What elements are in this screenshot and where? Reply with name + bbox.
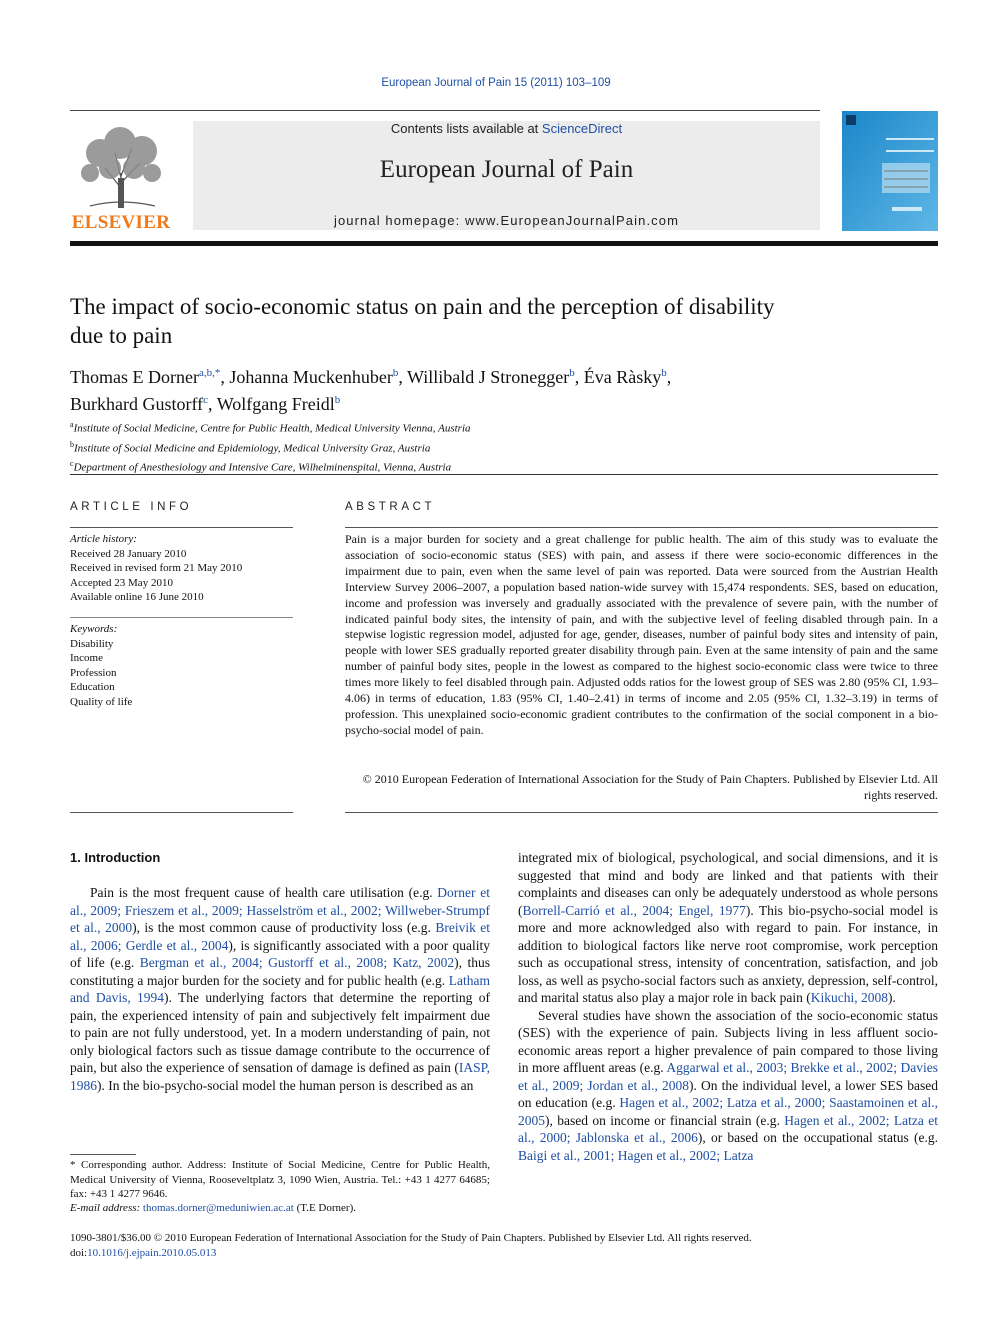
abstract-copyright: © 2010 European Federation of International Association for the Study of Pain Chapters. Published by Elsevier Ltd. All rights reserved. [362, 772, 938, 802]
author: Johanna Muckenhuber [229, 367, 393, 387]
article-title-line1: The impact of socio-economic status on pain and the perception of disability [70, 294, 775, 319]
article-info-heading: ARTICLE INFO [70, 501, 193, 513]
article-title [70, 292, 930, 350]
citation-link[interactable]: Latham and Davis, 1994 [70, 972, 490, 1005]
email-footnote: E-mail address: thomas.dorner@meduniwien.ac.at (T.E Dorner). [70, 1202, 356, 1214]
body-text: ), based on income or financial strain (e.g. [545, 1112, 785, 1128]
header-rule [70, 110, 820, 111]
abstract-heading: ABSTRACT [345, 501, 436, 513]
footnote-rule [70, 1154, 136, 1155]
body-text: integrated mix of biological, psychological, and social dimensions, and it is suggested that mind and body are linked and that patients with their complaints and diseases can only be adequately understood as whole persons ( [518, 850, 938, 918]
article-info-rule [70, 527, 293, 528]
introduction-heading: 1. Introduction [70, 850, 161, 865]
keyword: Disability [70, 637, 114, 650]
citation-link[interactable]: Breivik et al., 2006; Gerdle et al., 2004 [70, 920, 490, 953]
corresponding-author-footnote: * Corresponding author. Address: Institute of Social Medicine, Centre for Public Health, Medical University of Vienna, Rooseveltplatz 3, 1090 Wien, Austria. Tel.: +43 1 4277 64685; fax: +43 1 4277 9646. [70, 1159, 490, 1200]
intro-paragraph [518, 1007, 938, 1165]
journal-title: European Journal of Pain [379, 156, 634, 183]
body-text: ), is the most common cause of productivity loss (e.g. [132, 920, 436, 935]
keyword: Education [70, 681, 115, 693]
keyword: Income [70, 652, 103, 664]
article-info-bottom-rule [70, 812, 293, 813]
body-text: ). This bio-psycho-social model is more and more acknowledged also with regard to pain. For instance, in addition to biological factors like nerve root compromise, work perception such as occupational stress, intensity of concentration, satisfaction, and job loss, as well as psycho-social factors such as anxiety, depression, self-control, and marital status also play a major role in back pain ( [518, 902, 939, 1005]
article-history [70, 532, 293, 605]
citation-link[interactable]: IASP, 1986 [70, 1060, 490, 1093]
email-link[interactable]: thomas.dorner@meduniwien.ac.at [142, 1202, 294, 1214]
author-affil-marker[interactable]: b [334, 394, 341, 406]
history-item: Received 28 January 2010 [70, 547, 187, 560]
journal-cover-image [842, 111, 938, 231]
keywords-label: Keywords: [70, 623, 118, 635]
section-rule [70, 474, 938, 475]
author-affil-marker[interactable]: b [661, 367, 667, 379]
history-item: Accepted 23 May 2010 [70, 576, 173, 589]
masthead-rule [70, 241, 938, 246]
author: Willibald J Stronegger [407, 367, 570, 387]
article-title-line2: due to pain [70, 323, 173, 348]
citation-link[interactable]: Aggarwal et al., 2003; Brekke et al., 2002; Davies et al., 2009; Jordan et al., 2008 [518, 1060, 938, 1093]
citation-link[interactable]: Baigi et al., 2001; Hagen et al., 2002; Latza [518, 1147, 754, 1163]
intro-paragraph [518, 849, 938, 1007]
keyword: Profession [70, 666, 117, 679]
issn-line [70, 1231, 938, 1260]
elsevier-wordmark: ELSEVIER [71, 212, 171, 233]
body-text: ). In the bio-psycho-social model the human person is described as an [97, 1077, 474, 1093]
intro-column-left [70, 884, 490, 1094]
body-text: ), is significantly associated with a poor quality of life (e.g. [70, 937, 490, 970]
author-affil-marker[interactable]: a,b,* [198, 367, 221, 379]
intro-column-right [518, 849, 938, 1164]
keywords [70, 622, 293, 709]
sciencedirect-link[interactable]: ScienceDirect [541, 121, 623, 136]
keyword: Quality of life [70, 695, 133, 708]
affiliation: $^b$Institute of Social Medicine and Epidemiology, Medical University Graz, Austria [70, 439, 431, 455]
author: Thomas E Dorner [70, 367, 199, 387]
history-label: Article history: [70, 533, 137, 545]
history-item: Available online 16 June 2010 [70, 591, 204, 603]
body-text: ). [888, 990, 896, 1005]
citation-link[interactable]: Dorner et al., 2009; Frieszem et al., 2009; Hasselström et al., 2002; Willweber-Strumpf et al., 2000 [70, 885, 490, 935]
citation-link[interactable]: Borrell-Carrió et al., 2004; Engel, 1977 [522, 902, 746, 918]
author: Wolfgang Freidl [216, 394, 335, 414]
doi-link[interactable]: 10.1016/j.ejpain.2010.05.013 [87, 1246, 217, 1259]
body-text: ), or based on the occupational status (e.g. [697, 1130, 938, 1145]
affiliations [70, 417, 930, 476]
issn-copyright: 1090-3801/$36.00 © 2010 European Federation of International Association for the Study of Pain Chapters. Published by Elsevier Ltd. All rights reserved. [70, 1232, 752, 1244]
contents-prefix: Contents lists available at [390, 121, 542, 136]
author-affil-marker[interactable]: b [569, 367, 575, 379]
body-text: ). The underlying factors that determine the reporting of pain, the experienced intensity of pain and subjectively felt impairment due to pain are not fully understood, yet. In a modern understanding of pain, not only biological factors such as tissue damage contribute to the occurrence of pain, but also the experience of sensation of damage is defined as pain ( [70, 990, 490, 1075]
doi-line: doi:10.1016/j.ejpain.2010.05.013 [70, 1246, 217, 1259]
journal-homepage[interactable]: journal homepage: www.EuropeanJournalPain.com [333, 213, 680, 228]
abstract-text: Pain is a major burden for society and a great challenge for public health. The aim of this study was to evaluate the association of socio-economic status (SES) with pain, and assess if there were socio-economic differences in the impairment due to pain, even when the same level of pain was reported. Data were sourced from the Austrian Health Interview Survey 2006–2007, a population based nation-wide survey with 15,474 respondents. SES, based on education, income and profession was inversely and gradually associated with the prevalence of severe pain, with the number of indicated painful body sites, the intensity of pain, and with the subjective level of feeling disabled through pain. In a stepwise logistic regression model, adjusted for age, gender, diseases, number of painful body sites and intensity of pain, people with lower SES gradually reported greater disability through pain. Even at the same intensity of pain and the same number of painful body sites, people in the lowest as compared to the highest socio-economic class were twice to three times more likely to feel disabled through pain. Adjusted odds ratios for the lowest group of SES was 2.80 (95% CI, 1.93–4.06) in terms of education, 1.83 (95% CI, 1.40–2.41) in terms of income and 2.05 (95% CI, 1.32–3.19) in terms of profession. This unexplained socio-economic gradient contributes to the confirmation of the social component in a bio-psycho-social model of pain. [345, 532, 938, 737]
citation-link[interactable]: Kikuchi, 2008 [810, 990, 889, 1005]
history-item: Received in revised form 21 May 2010 [70, 562, 243, 574]
author-affil-marker[interactable]: b [392, 367, 399, 379]
body-text: ). On the individual level, a lower SES based on education (e.g. [518, 1077, 938, 1110]
author-affil-marker[interactable]: c [203, 394, 209, 406]
abstract-rule [345, 527, 938, 528]
affiliation: $^a$Institute of Social Medicine, Centre for Public Health, Medical University Vienna, Austria [70, 420, 471, 435]
contents-line [193, 121, 820, 136]
citation-link[interactable]: Hagen et al., 2002; Latza et al., 2000; Jablonska et al., 2006 [518, 1112, 939, 1145]
body-text: Pain is the most frequent cause of health care utilisation (e.g. [90, 885, 438, 900]
journal-citation[interactable]: European Journal of Pain 15 (2011) 103–109 [381, 77, 611, 89]
affiliation: $^c$Department of Anesthesiology and Intensive Care, Wilhelminenspital, Vienna, Austria [70, 459, 452, 474]
author-list: Thomas E Dorner$^{a,b,*}$, Johanna Muckenhuber$^b$, Willibald J Stronegger$^b$, Éva Ràsky$^b$, Burkhard Gustorff$^c$, Wolfgang Freidl$^b$ [70, 367, 672, 414]
abstract-bottom-rule [345, 812, 938, 813]
citation-link[interactable]: Bergman et al., 2004; Gustorff et al., 2008; Katz, 2002 [139, 955, 455, 970]
article-info-divider [70, 617, 293, 618]
body-text: ), thus constituting a major burden for the society and for public health (e.g. [70, 955, 490, 988]
author: Éva Ràsky [583, 367, 662, 387]
body-text: Several studies have shown the association of the socio-economic status (SES) with the experience of pain. Subjects living in less affluent socio-economic areas report a higher prevalence of pain compared to those living in more affluent areas (e.g. [518, 1007, 938, 1075]
citation-link[interactable]: Hagen et al., 2002; Latza et al., 2000; Saastamoinen et al., 2005 [518, 1095, 938, 1128]
author: Burkhard Gustorff [70, 394, 204, 414]
